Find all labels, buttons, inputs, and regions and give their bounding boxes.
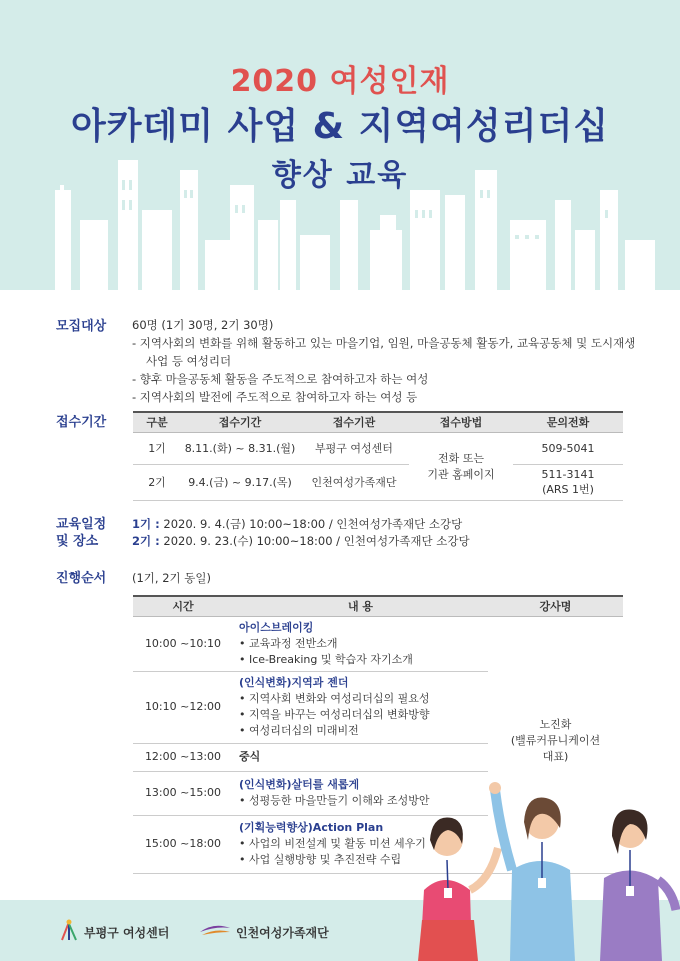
- program-header-instructor: 강사명: [488, 596, 623, 616]
- bupyeong-logo-icon: [58, 918, 80, 942]
- schedule-term-2: 2기 :: [132, 534, 160, 548]
- program-title-4: (인식변화)살터를 새롭게: [239, 778, 360, 791]
- apply-term-1: 1기: [133, 432, 181, 464]
- title-line-1: 2020 여성인재: [230, 64, 450, 99]
- program-line-2-1: • 지역사회 변화와 여성리더십의 필요성: [239, 692, 430, 705]
- recruit-count: 60명 (1기 30명, 2기 30명): [132, 318, 274, 332]
- apply-phone-2-note: (ARS 1번): [542, 482, 594, 496]
- table-row: [133, 432, 623, 464]
- program-time-2: 10:10 ~12:00: [133, 671, 233, 743]
- apply-header-period: 접수기간: [181, 412, 299, 432]
- program-note: (1기, 2기 동일): [132, 571, 212, 585]
- instructor-role: 대표): [542, 749, 569, 763]
- apply-label: 접수기간: [56, 415, 107, 430]
- apply-period-2: 9.4.(금) ~ 9.17.(목): [181, 464, 299, 500]
- program-line-2-2: • 지역을 바꾸는 여성리더십의 변화방향: [239, 708, 430, 721]
- apply-method-line-1: 전화 또는: [437, 452, 484, 465]
- recruit-label: 모집대상: [56, 319, 107, 334]
- apply-period-1: 8.11.(화) ~ 8.31.(월): [181, 432, 299, 464]
- program-header-time: 시간: [133, 596, 233, 616]
- women-illustration: [400, 770, 680, 961]
- program-header-content: 내 용: [233, 596, 488, 616]
- apply-org-2: 인천여성가족재단: [299, 464, 409, 500]
- apply-method-line-2: 기관 홈페이지: [427, 468, 495, 481]
- program-line-4-1: • 성평등한 마을만들기 이해와 조성방안: [239, 794, 430, 807]
- instructor-org: (밸류커뮤니케이션: [510, 733, 601, 747]
- program-time-4: 13:00 ~15:00: [133, 771, 233, 815]
- apply-term-2: 2기: [133, 464, 181, 500]
- apply-phone-1: 509-5041: [513, 432, 623, 464]
- apply-header-term: 구분: [133, 412, 181, 432]
- program-title-1: 아이스브레이킹: [239, 620, 314, 634]
- city-skyline-illustration: [0, 160, 680, 290]
- table-row: [133, 464, 623, 500]
- program-content-2: [233, 671, 488, 743]
- title-line-3: 향상 교육: [271, 158, 409, 193]
- schedule-text-1: 2020. 9. 4.(금) 10:00~18:00 / 인천여성가족재단 소강당: [159, 517, 463, 531]
- apply-header-method: 접수방법: [409, 412, 513, 432]
- program-label: 진행순서: [56, 571, 107, 586]
- program-title-5: (기획능력향상)Action Plan: [239, 821, 384, 834]
- program-title-2: (인식변화)지역과 젠더: [239, 676, 349, 689]
- incheon-foundation-logo-icon: [198, 922, 232, 938]
- program-line-1-2: • Ice-Breaking 및 학습자 자기소개: [239, 652, 413, 666]
- program-time-3: 12:00 ~13:00: [133, 743, 233, 771]
- program-line-1-1: • 교육과정 전반소개: [239, 636, 338, 650]
- schedule-label-2: 및 장소: [56, 534, 99, 549]
- recruit-bullet-3: - 지역사회의 발전에 주도적으로 참여하고자 하는 여성 등: [132, 390, 418, 404]
- apply-org-1: 부평구 여성센터: [299, 432, 409, 464]
- recruit-bullet-2: - 향후 마을공동체 활동을 주도적으로 참여하고자 하는 여성: [132, 372, 429, 386]
- apply-phone-2: [513, 464, 623, 500]
- apply-header-org: 접수기관: [299, 412, 409, 432]
- instructor-name: 노진화: [539, 717, 572, 731]
- header-banner: [0, 0, 680, 290]
- apply-method: [409, 432, 513, 500]
- apply-table: [133, 411, 623, 501]
- program-time-5: 15:00 ~18:00: [133, 815, 233, 873]
- program-content-1: [233, 616, 488, 671]
- schedule-line-2: [132, 532, 470, 551]
- recruit-bullet-1: - 지역사회의 변화를 위해 활동하고 있는 마을기업, 임원, 마을공동체 활동가, 교육공동체 및 도시재생: [132, 336, 636, 350]
- footer-logo-incheon: 인천여성가족재단: [236, 926, 329, 940]
- schedule-term-1: 1기 :: [132, 517, 160, 531]
- schedule-label-1: 교육일정: [56, 517, 107, 532]
- program-time-1: 10:00 ~10:10: [133, 616, 233, 671]
- program-title-3: 중식: [239, 750, 261, 763]
- footer-logo-bupyeong: 부평구 여성센터: [84, 926, 170, 940]
- program-line-5-2: • 사업 실행방향 및 추진전략 수립: [239, 853, 402, 866]
- schedule-text-2: 2020. 9. 23.(수) 10:00~18:00 / 인천여성가족재단 소강당: [159, 534, 470, 548]
- program-content-3: [233, 743, 488, 771]
- apply-phone-2-number: 511-3141: [541, 467, 595, 481]
- program-line-2-3: • 여성리더십의 미래비전: [239, 724, 359, 737]
- recruit-bullet-1-cont: 사업 등 여성리더: [146, 354, 232, 368]
- title-line-2: 아카데미 사업 & 지역여성리더십: [70, 106, 610, 147]
- apply-header-phone: 문의전화: [513, 412, 623, 432]
- program-line-5-1: • 사업의 비전설계 및 활동 미션 세우기: [239, 837, 426, 850]
- table-row: [133, 616, 623, 671]
